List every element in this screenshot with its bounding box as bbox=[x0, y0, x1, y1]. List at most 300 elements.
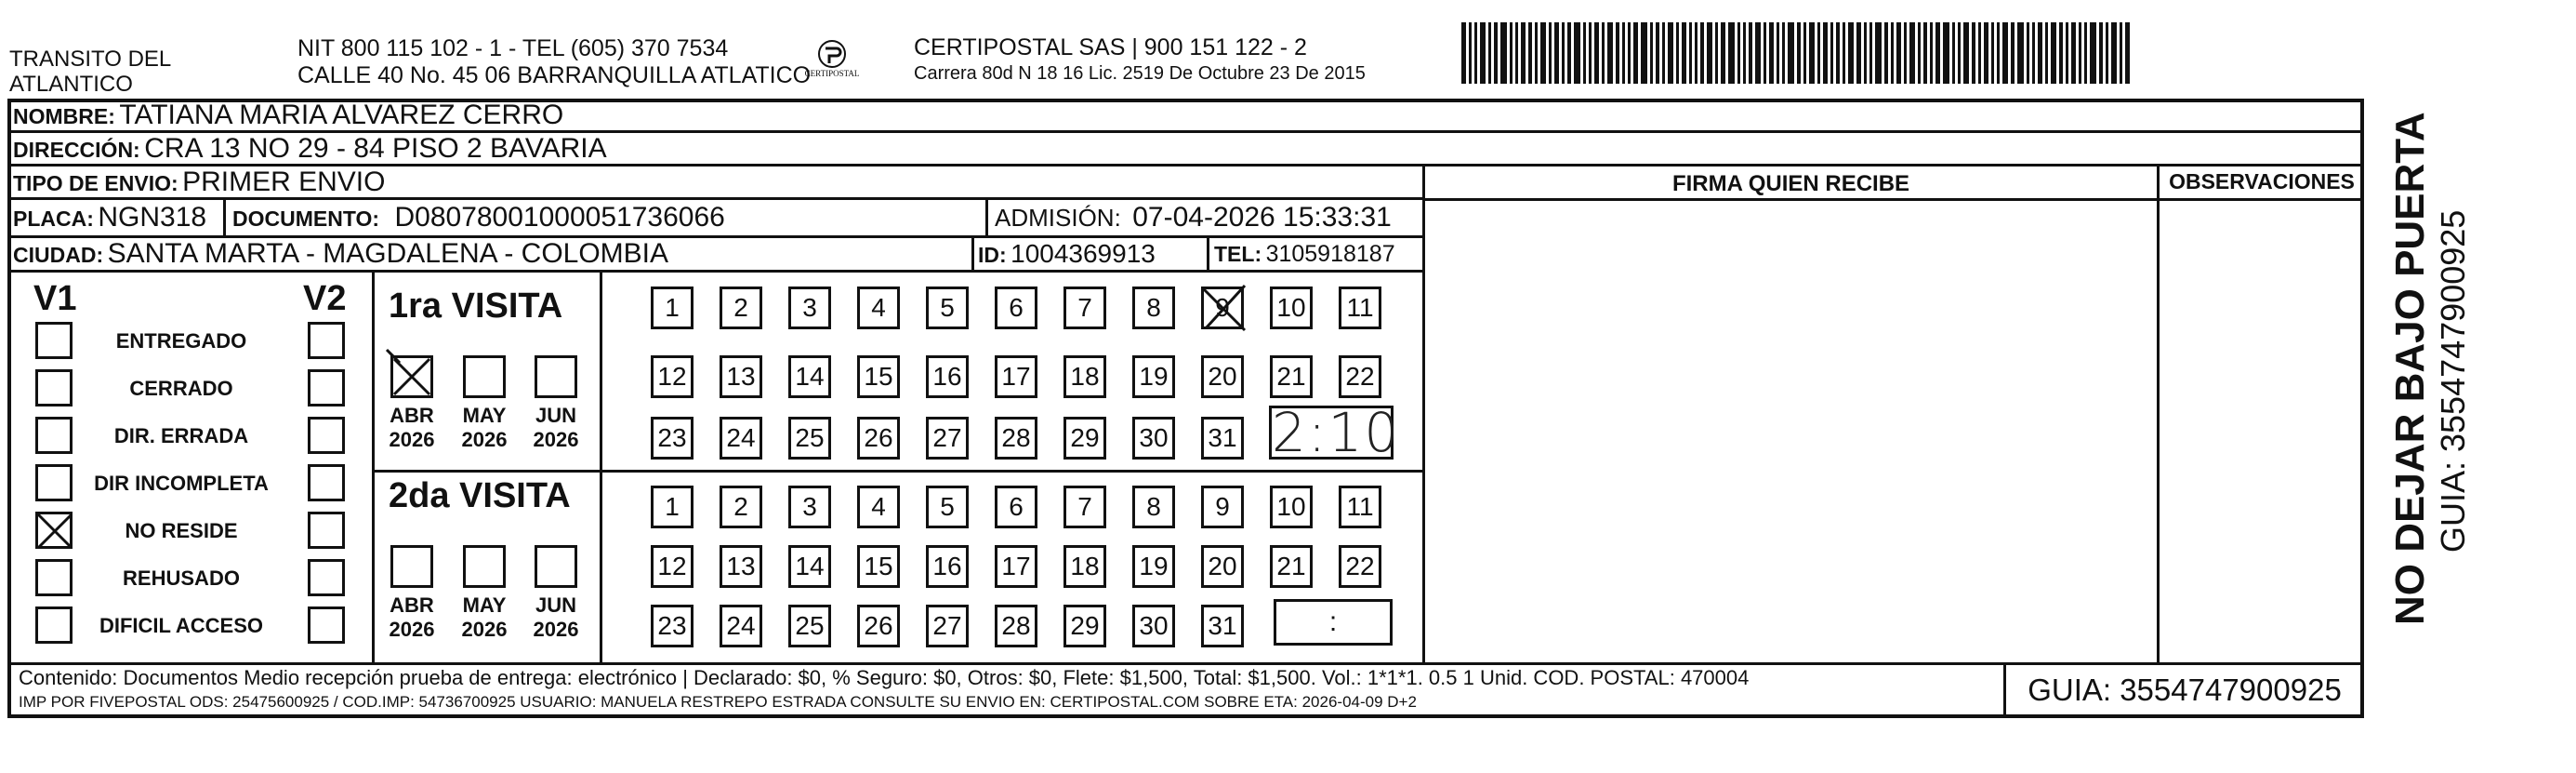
city-field bbox=[13, 237, 668, 275]
recipient-address-row bbox=[13, 132, 607, 170]
guide-box: GUIA: 3554747900925 bbox=[2028, 673, 2342, 707]
status-label: REHUSADO bbox=[123, 566, 240, 590]
day-number: 3 bbox=[802, 492, 817, 521]
day-cell[interactable] bbox=[1270, 545, 1313, 588]
barcode-bar bbox=[1728, 22, 1735, 84]
status-label: CERRADO bbox=[129, 377, 233, 400]
barcode-bar bbox=[2125, 22, 2130, 84]
day-cell[interactable] bbox=[651, 417, 694, 460]
day-number: 6 bbox=[1009, 293, 1024, 322]
month-label bbox=[454, 404, 515, 452]
city-value: SANTA MARTA - MAGDALENA - COLOMBIA bbox=[107, 238, 669, 269]
barcode-bar bbox=[1749, 22, 1752, 84]
v2-checkbox[interactable] bbox=[308, 417, 345, 454]
day-number: 29 bbox=[1070, 423, 1100, 452]
barcode-bar bbox=[1923, 22, 1927, 84]
signature-header: FIRMA QUIEN RECIBE bbox=[1671, 171, 1910, 196]
barcode-bar bbox=[1656, 22, 1659, 84]
courier-logo-text: CERTIPOSTAL bbox=[804, 69, 860, 78]
barcode-bar bbox=[1891, 22, 1894, 84]
day-number: 31 bbox=[1208, 423, 1237, 452]
day-cell[interactable] bbox=[1201, 486, 1244, 528]
month-name: JUN bbox=[535, 593, 576, 617]
month-year: 2026 bbox=[461, 618, 508, 641]
barcode-bar bbox=[2032, 22, 2035, 84]
day-cell[interactable] bbox=[720, 287, 762, 329]
barcode-bar bbox=[2045, 22, 2048, 84]
day-cell[interactable] bbox=[1339, 486, 1381, 528]
day-cell[interactable] bbox=[1132, 355, 1175, 398]
plate-field bbox=[13, 201, 206, 239]
barcode-bar bbox=[1848, 22, 1854, 84]
visit2-time-box[interactable] bbox=[1274, 599, 1393, 646]
day-number: 12 bbox=[657, 552, 687, 580]
barcode-bar bbox=[1978, 22, 1981, 84]
day-number: 26 bbox=[864, 611, 893, 640]
id-field bbox=[978, 237, 1156, 275]
id-label: ID: bbox=[978, 243, 1007, 267]
address-line: CALLE 40 No. 45 06 BARRANQUILLA ATLATICO bbox=[297, 62, 812, 88]
barcode-bar bbox=[1628, 22, 1631, 84]
barcode-bar bbox=[2051, 22, 2056, 84]
month-label bbox=[381, 404, 443, 452]
plate-value: NGN318 bbox=[98, 202, 207, 233]
barcode-bar bbox=[1682, 22, 1686, 84]
barcode-bar bbox=[1715, 22, 1718, 84]
barcode-bar bbox=[1935, 22, 1940, 84]
v2-checkbox[interactable] bbox=[308, 322, 345, 359]
barcode-bar bbox=[1695, 22, 1698, 84]
month-label bbox=[525, 404, 587, 452]
day-number: 12 bbox=[657, 362, 687, 391]
day-cell[interactable] bbox=[788, 355, 831, 398]
barcode-bar bbox=[1676, 22, 1679, 84]
day-number: 16 bbox=[932, 552, 962, 580]
barcode-bar bbox=[1930, 22, 1933, 84]
v2-header: V2 bbox=[303, 279, 347, 318]
day-cell[interactable] bbox=[857, 417, 900, 460]
day-number: 10 bbox=[1276, 293, 1306, 322]
day-cell[interactable] bbox=[1270, 355, 1313, 398]
day-cell[interactable] bbox=[995, 605, 1037, 647]
day-number: 7 bbox=[1077, 492, 1092, 521]
barcode-bar bbox=[1755, 22, 1761, 84]
day-cell[interactable] bbox=[1339, 355, 1381, 398]
barcode-bar bbox=[1769, 22, 1774, 84]
v2-checkbox[interactable] bbox=[308, 369, 345, 406]
day-number: 27 bbox=[932, 423, 962, 452]
tel-value: 3105918187 bbox=[1265, 241, 1395, 267]
barcode-bar bbox=[1510, 22, 1513, 84]
day-number: 9 bbox=[1215, 293, 1230, 322]
barcode-bar bbox=[1963, 22, 1969, 84]
barcode-bar bbox=[1480, 22, 1486, 84]
day-number: 13 bbox=[726, 552, 756, 580]
month-label bbox=[454, 593, 515, 642]
day-cell[interactable] bbox=[926, 287, 969, 329]
side-guide: GUIA: 3554747900925 bbox=[2434, 209, 2472, 553]
barcode-bar bbox=[1952, 22, 1955, 84]
day-number: 11 bbox=[1346, 492, 1374, 521]
barcode-bar bbox=[1984, 22, 1988, 84]
barcode-bar bbox=[1743, 22, 1746, 84]
day-number: 24 bbox=[726, 423, 756, 452]
barcode-bar bbox=[1641, 22, 1647, 84]
day-number: 16 bbox=[932, 362, 962, 391]
day-cell[interactable] bbox=[1063, 417, 1106, 460]
day-number: 5 bbox=[940, 293, 955, 322]
day-cell[interactable] bbox=[926, 417, 969, 460]
day-cell[interactable] bbox=[651, 287, 694, 329]
nit-line: NIT 800 115 102 - 1 - TEL (605) 370 7534 bbox=[297, 35, 729, 61]
day-cell[interactable] bbox=[788, 605, 831, 647]
barcode-bar bbox=[2106, 22, 2108, 84]
day-number: 3 bbox=[802, 293, 817, 322]
v1-header: V1 bbox=[33, 279, 77, 318]
issuer-line-1: TRANSITO DEL bbox=[9, 47, 172, 72]
barcode-bar bbox=[1943, 22, 1949, 84]
day-cell[interactable] bbox=[720, 545, 762, 588]
day-number: 23 bbox=[657, 611, 687, 640]
courier-logo bbox=[799, 37, 865, 86]
barcode-bar bbox=[1875, 22, 1882, 84]
day-number: 26 bbox=[864, 423, 893, 452]
day-cell[interactable] bbox=[1201, 355, 1244, 398]
visit1-time-box[interactable] bbox=[1269, 401, 1401, 464]
document-label: DOCUMENTO: bbox=[232, 207, 380, 231]
barcode-bar bbox=[1469, 22, 1472, 84]
month-checkbox[interactable] bbox=[463, 545, 506, 588]
day-cell[interactable] bbox=[995, 355, 1037, 398]
barcode-bar bbox=[1896, 22, 1901, 84]
admission-label: ADMISIÓN: bbox=[995, 204, 1121, 232]
day-number: 28 bbox=[1001, 611, 1031, 640]
barcode-bar bbox=[1549, 22, 1552, 84]
barcode-bar bbox=[1633, 22, 1638, 84]
day-number: 2 bbox=[733, 492, 748, 521]
barcode-bar bbox=[1662, 22, 1665, 84]
day-number: 13 bbox=[726, 362, 756, 391]
day-number: 31 bbox=[1208, 611, 1237, 640]
month-name: JUN bbox=[535, 404, 576, 427]
barcode-bar bbox=[1554, 22, 1559, 84]
barcode-bar bbox=[1737, 22, 1740, 84]
barcode-bar bbox=[2059, 22, 2063, 84]
visit2-time-placeholder: : bbox=[1328, 606, 1338, 637]
barcode-bar bbox=[2017, 22, 2024, 84]
send-type-row bbox=[13, 166, 385, 204]
day-number: 1 bbox=[665, 293, 680, 322]
day-number: 1 bbox=[665, 492, 680, 521]
day-cell[interactable] bbox=[1132, 545, 1175, 588]
tel-field bbox=[1214, 237, 1395, 274]
day-number: 19 bbox=[1139, 552, 1169, 580]
day-number: 25 bbox=[795, 611, 825, 640]
issuer-name bbox=[9, 47, 171, 97]
month-year: 2026 bbox=[389, 428, 435, 451]
barcode-bar bbox=[1700, 22, 1704, 84]
address-value: CRA 13 NO 29 - 84 PISO 2 BAVARIA bbox=[144, 133, 607, 164]
day-cell[interactable] bbox=[1063, 545, 1106, 588]
month-checkbox[interactable] bbox=[390, 355, 433, 398]
day-cell[interactable] bbox=[720, 605, 762, 647]
day-cell[interactable] bbox=[1063, 355, 1106, 398]
day-cell[interactable] bbox=[651, 605, 694, 647]
print-line: IMP POR FIVEPOSTAL ODS: 25475600925 / COD.IMP: 54736700925 USUARIO: MANUELA RESTREPO ESTRADA CONSULTE SU ENVIO EN: CERTIPOSTAL.COM SOBRE ETA: 2026-04-09 D+2 bbox=[19, 693, 1417, 711]
barcode-bar bbox=[1856, 22, 1861, 84]
month-name: MAY bbox=[462, 593, 507, 617]
barcode-bar bbox=[1622, 22, 1625, 84]
barcode-bar bbox=[2071, 22, 2076, 84]
month-name: ABR bbox=[390, 404, 434, 427]
month-year: 2026 bbox=[461, 428, 508, 451]
day-cell[interactable] bbox=[857, 545, 900, 588]
v2-checkbox[interactable] bbox=[308, 559, 345, 596]
barcode-bar bbox=[1809, 22, 1815, 84]
month-checkbox[interactable] bbox=[535, 355, 577, 398]
day-number: 8 bbox=[1146, 293, 1161, 322]
day-cell[interactable] bbox=[857, 605, 900, 647]
send-type-label: TIPO DE ENVIO: bbox=[13, 171, 178, 195]
barcode-bar bbox=[1782, 22, 1785, 84]
day-cell[interactable] bbox=[1063, 486, 1106, 528]
month-year: 2026 bbox=[533, 428, 579, 451]
day-number: 9 bbox=[1215, 492, 1230, 521]
day-cell[interactable] bbox=[1270, 287, 1313, 329]
barcode-bar bbox=[1918, 22, 1921, 84]
barcode-bar bbox=[1668, 22, 1673, 84]
day-cell[interactable] bbox=[788, 486, 831, 528]
send-type-value: PRIMER ENVIO bbox=[182, 167, 386, 197]
barcode-bar bbox=[1500, 22, 1507, 84]
barcode-bar bbox=[1562, 22, 1565, 84]
id-value: 1004369913 bbox=[1011, 239, 1156, 268]
month-checkbox[interactable] bbox=[390, 545, 433, 588]
barcode-bar bbox=[1797, 22, 1801, 84]
day-number: 30 bbox=[1139, 611, 1169, 640]
day-number: 4 bbox=[871, 492, 886, 521]
day-cell[interactable] bbox=[1339, 545, 1381, 588]
barcode-bar bbox=[1830, 22, 1833, 84]
plate-label: PLACA: bbox=[13, 207, 94, 231]
day-number: 10 bbox=[1276, 492, 1306, 521]
barcode-bar bbox=[2090, 22, 2096, 84]
day-cell[interactable] bbox=[1063, 287, 1106, 329]
barcode-bar bbox=[1958, 22, 1961, 84]
barcode-bar bbox=[1817, 22, 1820, 84]
day-number: 15 bbox=[864, 362, 893, 391]
month-year: 2026 bbox=[389, 618, 435, 641]
tel-label: TEL: bbox=[1214, 242, 1262, 266]
barcode-bar bbox=[1594, 22, 1599, 84]
day-cell[interactable] bbox=[720, 417, 762, 460]
cross-mark-icon bbox=[1198, 282, 1250, 334]
barcode-bar bbox=[1583, 22, 1586, 84]
barcode-bar bbox=[2011, 22, 2015, 84]
barcode-bar bbox=[1574, 22, 1580, 84]
day-cell[interactable] bbox=[1201, 417, 1244, 460]
status-label: NO RESIDE bbox=[125, 519, 238, 542]
barcode-bar bbox=[1869, 22, 1872, 84]
day-number: 20 bbox=[1208, 552, 1237, 580]
barcode-bar bbox=[2002, 22, 2008, 84]
day-number: 18 bbox=[1070, 362, 1100, 391]
barcode-bar bbox=[2038, 22, 2042, 84]
day-number: 30 bbox=[1139, 423, 1169, 452]
day-cell[interactable] bbox=[720, 355, 762, 398]
day-number: 20 bbox=[1208, 362, 1237, 391]
side-warning: NO DEJAR BAJO PUERTA bbox=[2387, 112, 2433, 625]
day-number: 4 bbox=[871, 293, 886, 322]
barcode-bar bbox=[1521, 22, 1526, 84]
day-number: 21 bbox=[1276, 362, 1306, 391]
barcode-bar bbox=[1607, 22, 1613, 84]
day-number: 22 bbox=[1345, 362, 1375, 391]
day-number: 5 bbox=[940, 492, 955, 521]
courier-logo-icon bbox=[799, 37, 865, 86]
v2-checkbox[interactable] bbox=[308, 464, 345, 501]
day-number: 17 bbox=[1001, 552, 1031, 580]
day-number: 17 bbox=[1001, 362, 1031, 391]
day-cell[interactable] bbox=[1132, 287, 1175, 329]
day-cell[interactable] bbox=[788, 545, 831, 588]
day-number: 15 bbox=[864, 552, 893, 580]
v2-checkbox[interactable] bbox=[308, 512, 345, 549]
visit1-time-handwritten: 2:10 bbox=[1272, 401, 1401, 464]
day-number: 23 bbox=[657, 423, 687, 452]
day-cell[interactable] bbox=[857, 355, 900, 398]
day-cell[interactable] bbox=[1339, 287, 1381, 329]
status-label: DIR INCOMPLETA bbox=[94, 472, 269, 495]
day-number: 2 bbox=[733, 293, 748, 322]
day-cell[interactable] bbox=[720, 486, 762, 528]
day-cell[interactable] bbox=[995, 417, 1037, 460]
barcode-bar bbox=[1997, 22, 2000, 84]
barcode-bar bbox=[1689, 22, 1692, 84]
month-checkbox[interactable] bbox=[535, 545, 577, 588]
barcode-bar bbox=[1461, 22, 1466, 84]
visit1-title: 1ra VISITA bbox=[389, 287, 563, 326]
day-number: 28 bbox=[1001, 423, 1031, 452]
day-number: 25 bbox=[795, 423, 825, 452]
barcode-bar bbox=[1764, 22, 1766, 84]
day-cell[interactable] bbox=[995, 545, 1037, 588]
barcode-bar bbox=[1488, 22, 1491, 84]
day-cell[interactable] bbox=[926, 486, 969, 528]
day-number: 19 bbox=[1139, 362, 1169, 391]
day-number: 22 bbox=[1345, 552, 1375, 580]
day-cell[interactable] bbox=[788, 417, 831, 460]
barcode-bar bbox=[1528, 22, 1532, 84]
month-label bbox=[381, 593, 443, 642]
barcode-bar bbox=[2099, 22, 2103, 84]
day-number: 8 bbox=[1146, 492, 1161, 521]
recipient-name-row bbox=[13, 99, 563, 137]
day-cell[interactable] bbox=[651, 545, 694, 588]
barcode-bar bbox=[1884, 22, 1888, 84]
day-number: 29 bbox=[1070, 611, 1100, 640]
month-year: 2026 bbox=[533, 618, 579, 641]
day-cell[interactable] bbox=[651, 486, 694, 528]
barcode bbox=[1461, 22, 2185, 84]
barcode-bar bbox=[1972, 22, 1975, 84]
barcode-bar bbox=[1777, 22, 1779, 84]
month-name: ABR bbox=[390, 593, 434, 617]
barcode-bar bbox=[1836, 22, 1840, 84]
day-cell[interactable] bbox=[1132, 486, 1175, 528]
barcode-bar bbox=[1567, 22, 1571, 84]
contents-line: Contenido: Documentos Medio recepción prueba de entrega: electrónico | Declarado: $0, % Seguro: $0, Otros: $0, Flete: $1,500, Total: $1,500. Vol.: 1*1*1. 0.5 1 Unid. COD. POSTAL: 470004 bbox=[19, 666, 1750, 689]
courier-info bbox=[914, 33, 1366, 86]
day-number: 21 bbox=[1276, 552, 1306, 580]
barcode-bar bbox=[1602, 22, 1605, 84]
courier-line-1: CERTIPOSTAL SAS | 900 151 122 - 2 bbox=[914, 34, 1307, 60]
barcode-bar bbox=[1803, 22, 1806, 84]
day-cell[interactable] bbox=[1201, 605, 1244, 647]
day-cell[interactable] bbox=[857, 287, 900, 329]
name-value: TATIANA MARIA ALVAREZ CERRO bbox=[119, 100, 564, 130]
barcode-bar bbox=[1991, 22, 1994, 84]
barcode-bar bbox=[1650, 22, 1653, 84]
name-label: NOMBRE: bbox=[13, 104, 115, 128]
barcode-bar bbox=[1540, 22, 1546, 84]
barcode-bar bbox=[2084, 22, 2087, 84]
day-cell[interactable] bbox=[926, 605, 969, 647]
v2-checkbox[interactable] bbox=[308, 606, 345, 644]
day-cell[interactable] bbox=[995, 287, 1037, 329]
courier-line-2: Carrera 80d N 18 16 Lic. 2519 De Octubre 23 De 2015 bbox=[914, 63, 1366, 84]
day-cell[interactable] bbox=[995, 486, 1037, 528]
day-cell[interactable] bbox=[926, 545, 969, 588]
barcode-bar bbox=[1909, 22, 1915, 84]
issuer-line-2: ATLANTICO bbox=[9, 72, 133, 97]
day-cell[interactable] bbox=[1201, 287, 1244, 329]
day-cell[interactable] bbox=[1063, 605, 1106, 647]
issuer-contact bbox=[297, 35, 811, 89]
admission-field bbox=[995, 201, 1392, 239]
day-cell[interactable] bbox=[1201, 545, 1244, 588]
address-label: DIRECCIÓN: bbox=[13, 138, 140, 162]
month-checkbox[interactable] bbox=[463, 355, 506, 398]
day-number: 24 bbox=[726, 611, 756, 640]
day-cell[interactable] bbox=[651, 355, 694, 398]
barcode-bar bbox=[1535, 22, 1538, 84]
day-number: 7 bbox=[1077, 293, 1092, 322]
visit2-title: 2da VISITA bbox=[389, 476, 571, 515]
status-label: DIFICIL ACCESO bbox=[99, 614, 263, 637]
barcode-bar bbox=[1474, 22, 1477, 84]
day-number: 27 bbox=[932, 611, 962, 640]
day-cell[interactable] bbox=[857, 486, 900, 528]
barcode-bar bbox=[1721, 22, 1725, 84]
barcode-bar bbox=[1515, 22, 1518, 84]
barcode-bar bbox=[2066, 22, 2068, 84]
barcode-bar bbox=[1823, 22, 1828, 84]
document-value: D080780010000517360​66 bbox=[394, 202, 725, 233]
admission-value: 07-04-2026 15:33:31 bbox=[1132, 202, 1392, 233]
city-label: CIUDAD: bbox=[13, 243, 104, 267]
day-cell[interactable] bbox=[788, 287, 831, 329]
barcode-bar bbox=[2079, 22, 2081, 84]
day-cell[interactable] bbox=[1270, 486, 1313, 528]
day-number: 6 bbox=[1009, 492, 1024, 521]
day-cell[interactable] bbox=[1132, 417, 1175, 460]
status-label: DIR. ERRADA bbox=[113, 424, 249, 447]
barcode-bar bbox=[1904, 22, 1907, 84]
status-label: ENTREGADO bbox=[115, 329, 247, 353]
day-cell[interactable] bbox=[926, 355, 969, 398]
day-cell[interactable] bbox=[1132, 605, 1175, 647]
